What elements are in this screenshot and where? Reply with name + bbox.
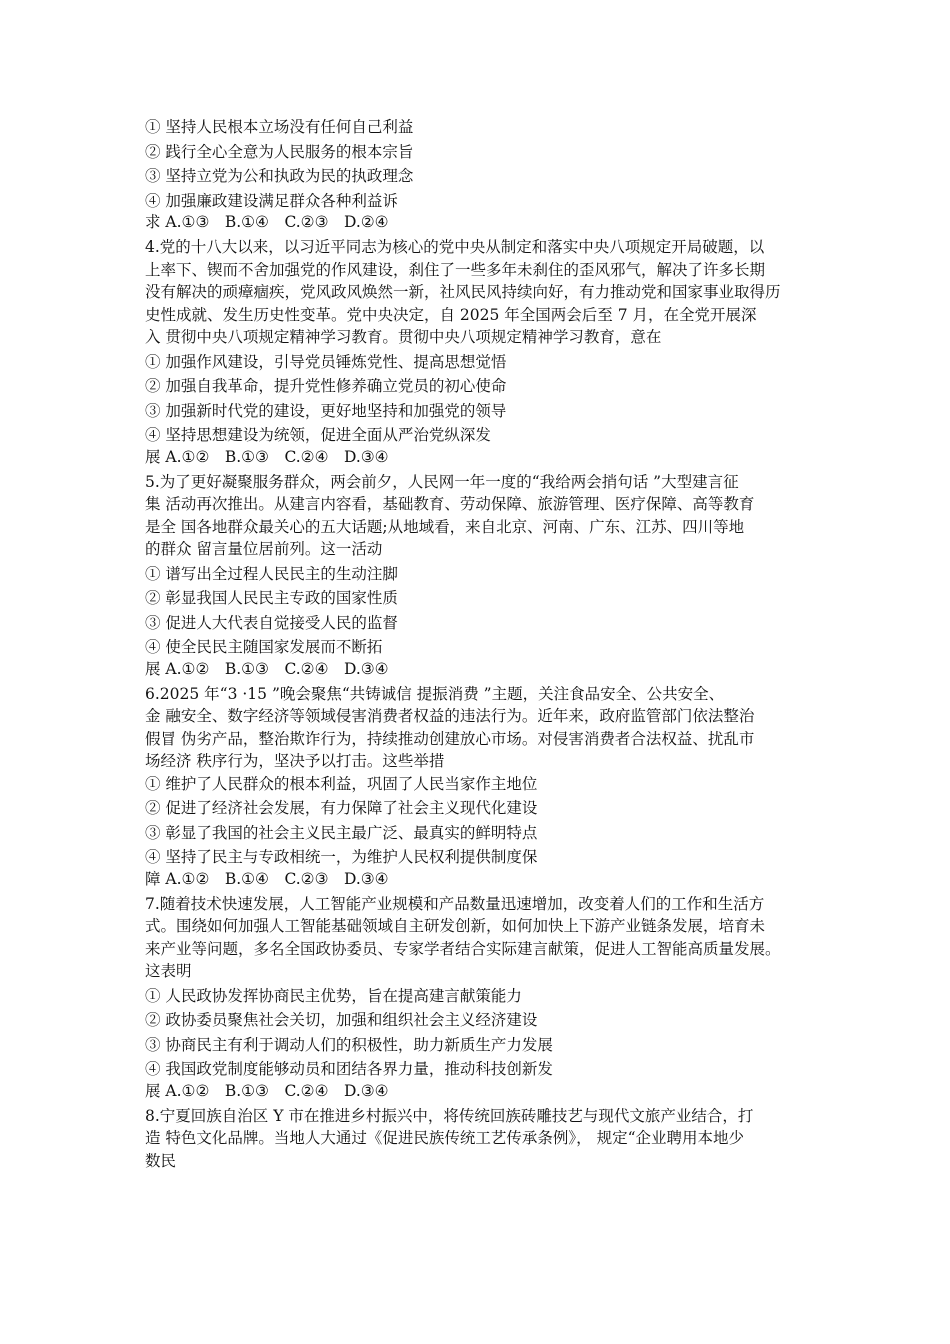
q4-option-1: ① 加强作风建设，引导党员锤炼党性、提高思想觉悟 xyxy=(145,352,507,371)
question-3-tail xyxy=(145,116,815,232)
q4-stem-line-1: 4.党的十八大以来，以习近平同志为核心的党中央从制定和落实中央八项规定开局破题，以 xyxy=(145,238,765,256)
q7-stem-line-3: 来产业等问题，多名全国政协委员、专家学者结合实际建言献策，促进人工智能高质量发展。 xyxy=(145,939,781,958)
q5-option-4: ④ 使全民民主随国家发展而不断拓 xyxy=(145,638,383,656)
q5-stem-line-1: 5.为了更好凝聚服务群众，两会前夕，人民网一年一度的“我给两会捎句话 ”大型建言征 xyxy=(145,472,739,491)
q6-answer-choices: 障 A.①② B.①④ C.②③ D.③④ xyxy=(145,869,389,888)
q5-answer-choices: 展 A.①② B.①③ C.②④ D.③④ xyxy=(145,659,389,678)
q6-option-1: ① 维护了人民群众的根本利益，巩固了人民当家作主地位 xyxy=(145,774,538,793)
question-8 xyxy=(145,1105,815,1173)
exam-page xyxy=(145,116,815,1174)
q3-option-3: ③ 坚持立党为公和执政为民的执政理念 xyxy=(145,167,414,185)
q7-option-4: ④ 我国政党制度能够动员和团结各界力量，推动科技创新发 xyxy=(145,1060,553,1078)
q5-stem-line-2: 集 活动再次推出。从建言内容看，基础教育、劳动保障、旅游管理、医疗保障、高等教育 xyxy=(145,495,755,513)
q3-option-2: ② 践行全心全意为人民服务的根本宗旨 xyxy=(145,142,414,161)
q5-stem-line-4: 的群众 留言量位居前列。这一活动 xyxy=(145,540,383,558)
q4-option-3: ③ 加强新时代党的建设，更好地坚持和加强党的领导 xyxy=(145,401,507,420)
q7-answer-choices: 展 A.①② B.①③ C.②④ D.③④ xyxy=(145,1081,389,1100)
q5-option-3: ③ 促进人大代表自觉接受人民的监督 xyxy=(145,613,398,632)
q6-stem-line-4: 场经济 秩序行为，坚决予以打击。这些举措 xyxy=(145,752,445,770)
q7-option-2: ② 政协委员聚焦社会关切，加强和组织社会主义经济建设 xyxy=(145,1011,538,1029)
q4-stem-line-2: 上率下、锲而不舍加强党的作风建设，刹住了一些多年未刹住的歪风邪气，解决了许多长期 xyxy=(145,260,766,279)
q4-answer-choices: 展 A.①② B.①③ C.②④ D.③④ xyxy=(145,447,389,466)
q6-option-3: ③ 彰显了我国的社会主义民主最广泛、最真实的鲜明特点 xyxy=(145,823,538,842)
q5-option-1: ① 谱写出全过程人民民主的生动注脚 xyxy=(145,564,398,583)
q8-stem-line-2: 造 特色文化品牌。当地人大通过《促进民族传统工艺传承条例》， 规定“企业聘用本地少 xyxy=(145,1129,745,1147)
q6-stem-line-3: 假冒 伪劣产品，整治欺诈行为，持续推动创建放心市场。对侵害消费者合法权益、扰乱市 xyxy=(145,729,755,748)
q4-stem-line-5: 入 贯彻中央八项规定精神学习教育。贯彻中央八项规定精神学习教育，意在 xyxy=(145,328,662,346)
q6-stem-line-2: 金 融安全、数字经济等领域侵害消费者权益的违法行为。近年来，政府监管部门依法整治 xyxy=(145,707,755,725)
q3-option-4: ④ 加强廉政建设满足群众各种利益诉 xyxy=(145,191,398,210)
q5-option-2: ② 彰显我国人民民主专政的国家性质 xyxy=(145,589,398,607)
q6-option-4: ④ 坚持了民主与专政相统一，为维护人民权利提供制度保 xyxy=(145,848,538,866)
q7-option-1: ① 人民政协发挥协商民主优势，旨在提高建言献策能力 xyxy=(145,986,522,1005)
q6-stem-line-1: 6.2025 年“3 ·15 ”晚会聚焦“共铸诚信 提振消费 ”主题，关注食品安全、公共安全、 xyxy=(145,684,725,703)
question-4 xyxy=(145,236,815,467)
q3-answer-choices: 求 A.①③ B.①④ C.②③ D.②④ xyxy=(145,213,389,231)
q7-stem-line-2: 式。围绕如何加强人工智能基础领域自主研发创新，如何加快上下游产业链条发展，培育未 xyxy=(145,917,766,935)
q8-stem-line-3: 数民 xyxy=(145,1151,177,1170)
q3-option-1: ① 坚持人民根本立场没有任何自己利益 xyxy=(145,118,414,136)
q4-option-4: ④ 坚持思想建设为统领，促进全面从严治党纵深发 xyxy=(145,426,491,444)
q5-stem-line-3: 是全 国各地群众最关心的五大话题;从地域看，来自北京、河南、广东、江苏、四川等地 xyxy=(145,517,745,536)
question-5 xyxy=(145,471,815,679)
q4-option-2: ② 加强自我革命，提升党性修养确立党员的初心使命 xyxy=(145,377,507,395)
q8-stem-line-1: 8.宁夏回族自治区 Y 市在推进乡村振兴中，将传统回族砖雕技艺与现代文旅产业结合，打 xyxy=(145,1106,754,1125)
question-6 xyxy=(145,683,815,889)
q4-stem-line-3: 没有解决的顽瘴痼疾，党风政风焕然一新，社风民风持续向好，有力推动党和国家事业取得历 xyxy=(145,283,781,301)
q4-stem-line-4: 史性成就、发生历史性变革。党中央决定，自 2025 年全国两会后至 7 月，在全党开展深 xyxy=(145,305,757,324)
q7-stem-line-4: 这表明 xyxy=(145,962,192,980)
q7-option-3: ③ 协商民主有利于调动人们的积极性，助力新质生产力发展 xyxy=(145,1035,553,1054)
q7-stem-line-1: 7.随着技术快速发展，人工智能产业规模和产品数量迅速增加，改变着人们的工作和生活方 xyxy=(145,894,765,913)
q6-option-2: ② 促进了经济社会发展，有力保障了社会主义现代化建设 xyxy=(145,799,538,817)
question-7 xyxy=(145,893,815,1101)
